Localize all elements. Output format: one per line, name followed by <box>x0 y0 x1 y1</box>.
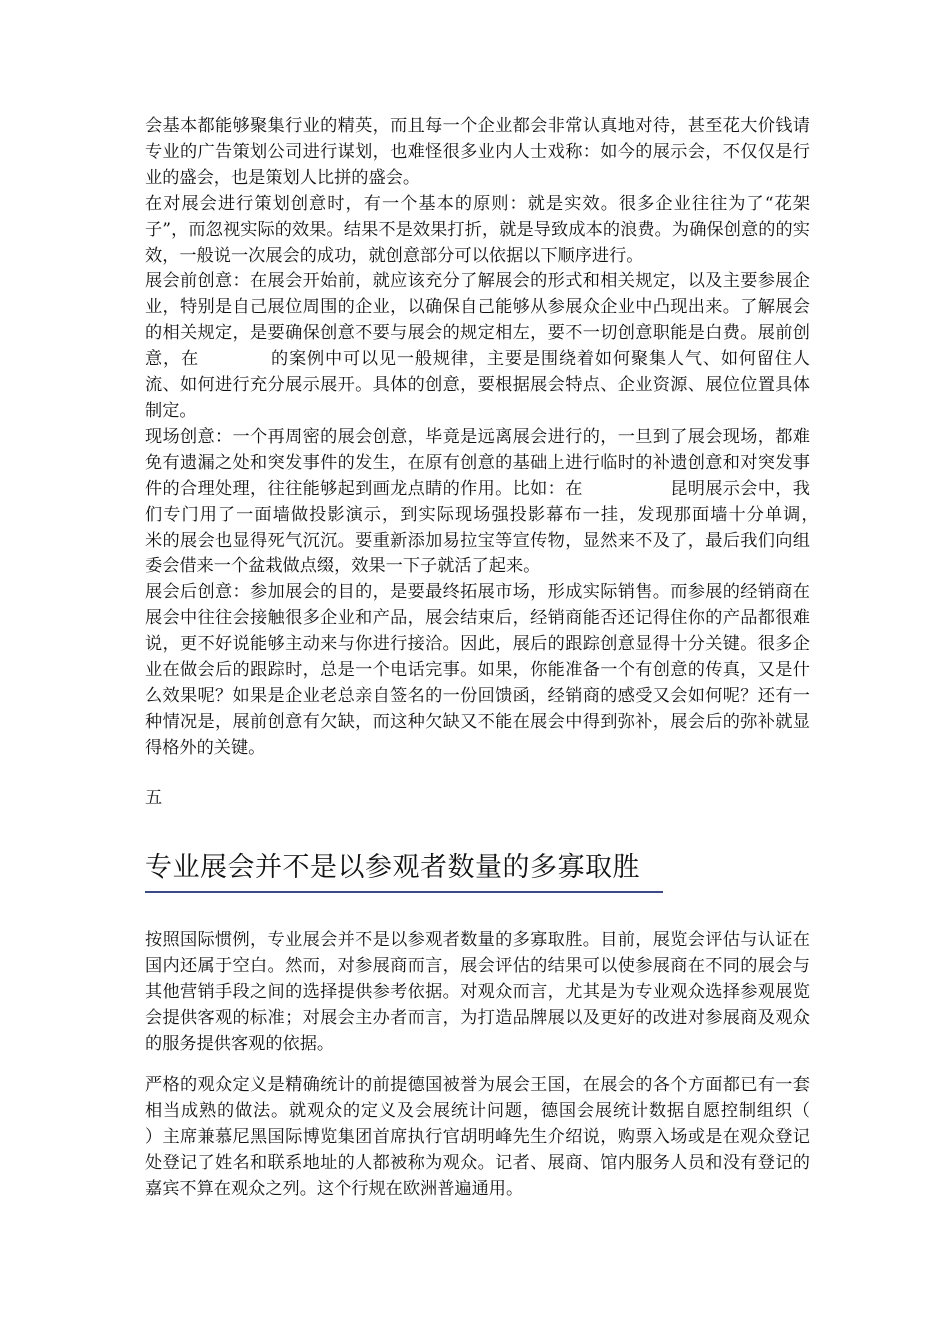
paragraph-pre-show-creativity: 展会前创意：在展会开始前，就应该充分了解展会的形式和相关规定，以及主要参展企业，特别是自己展位周围的企业，以确保自己能够从参展众企业中凸现出来。了解展会的相关规定，是要确保创意不要与展会的规定相左，要不一切创意职能是白费。展前创意，在 的案例中可以见一般规律，主要是围绕着如何聚集人气、如何留住人流、如何进行充分展示展开。具体的创意，要根据展会特点、企业资源、展位位置具体制定。 <box>145 271 810 421</box>
bottom-text-block-2 <box>145 1073 845 1203</box>
paragraph-visitor-definition: 严格的观众定义是精确统计的前提德国被誉为展会王国，在展会的各个方面都已有一套相当成熟的做法。就观众的定义及会展统计问题，德国会展统计数据自愿控制组织（ ）主席兼慕尼黑国际博览集团首席执行官胡明峰先生介绍说，购票入场或是在观众登记处登记了姓名和联系地址的人都被称为观众。记者、展商、馆内服务人员和没有登记的嘉宾不算在观众之列。这个行规在欧洲普遍通用。 <box>145 1075 845 1199</box>
paragraph-planning-principle: 在对展会进行策划创意时，有一个基本的原则：就是实效。很多企业往往为了“花架子”，而忽视实际的效果。结果不是效果打折，就是导致成本的浪费。为确保创意的的实效，一般说一次展会的成功，就创意部分可以依据以下顺序进行。 <box>145 193 810 266</box>
section-number: 五 <box>145 788 163 808</box>
paragraph-onsite-creativity: 现场创意：一个再周密的展会创意，毕竟是远离展会进行的，一旦到了展会现场，都难免有遗漏之处和突发事件的发生，在原有创意的基础上进行临时的补遗创意和对突发事件的合理处理，往往能够起到画龙点睛的作用。比如：在 昆明展示会中，我们专门用了一面墙做投影演示，到实际现场强投影幕布一挂，发现那面墙十分单调， 米的展会也显得死气沉沉。要重新添加易拉宝等宣传物，显然来不及了，最后我们向组委会借来一个盆栽做点缀，效果一下子就活了起来。 <box>145 426 845 577</box>
paragraph-post-show-creativity: 展会后创意：参加展会的目的，是要最终拓展市场，形成实际销售。而参展的经销商在展会中往往会接触很多企业和产品，展会结束后，经销商能否还记得住你的产品都很难说，更不好说能够主动来与你进行接洽。因此，展后的跟踪创意显得十分关键。很多企业在做会后的跟踪时，总是一个电话完事。如果，你能准备一个有创意的传真，又是什么效果呢？如果是企业老总亲自签名的一份回馈函，经销商的感受又会如何呢？还有一种情况是，展前创意有欠缺，而这种欠缺又不能在展会中得到弥补，展会后的弥补就显得格外的关键。 <box>145 582 810 758</box>
top-text-block <box>145 114 845 762</box>
paragraph-intro-continued: 会基本都能够聚集行业的精英，而且每一个企业都会非常认真地对待，甚至花大价钱请专业的广告策划公司进行谋划，也难怪很多业内人士戏称：如今的展示会，不仅仅是行业的盛会，也是策划人比拼的盛会。 <box>145 116 810 188</box>
paragraph-international-practice: 按照国际惯例，专业展会并不是以参观者数量的多寡取胜。目前，展览会评估与认证在国内还属于空白。然而，对参展商而言，展会评估的结果可以使参展商在不同的展会与其他营销手段之间的选择提供参考依据。对观众而言，尤其是为专业观众选择参观展览会提供客观的标准；对展会主办者而言，为打造品牌展以及更好的改进对参展商及观众的服务提供客观的依据。 <box>145 930 810 1054</box>
bottom-text-block-1 <box>145 928 810 1058</box>
section-heading: 专业展会并不是以参观者数量的多寡取胜 <box>145 850 663 893</box>
